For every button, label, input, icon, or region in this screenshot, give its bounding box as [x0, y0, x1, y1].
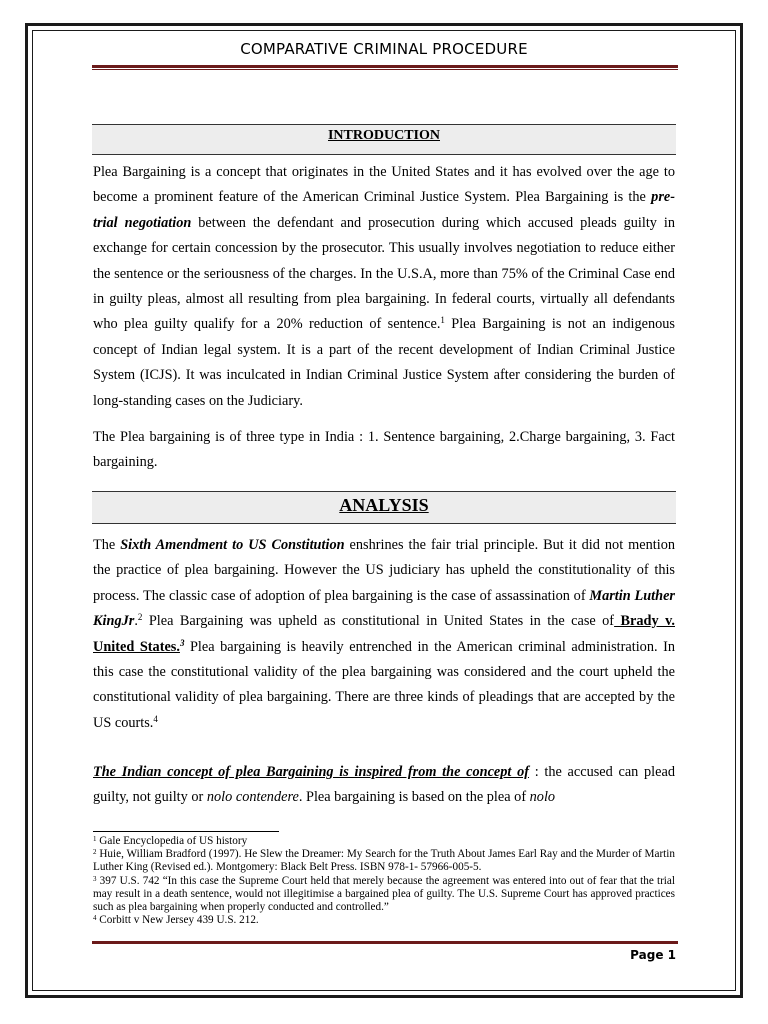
- footnote-3: $^3$ 397 U.S. 742 “In this case the Supreme Court held that merely because the agreement was entered into out of fear that the trial may result in a death sentence, would not illegitimise a bargained plea of guilty. The U.S. Supreme Court has approved practices such as plea bargaining when properly conducted and controlled.”: [93, 874, 675, 914]
- footnote-1: $^1$ Gale Encyclopedia of US history: [93, 835, 248, 847]
- page-number: Page 1: [630, 948, 676, 962]
- intro-paragraph-1: Plea Bargaining is a concept that originates in the United States and it has evolved over the age to become a prominent feature of the American Criminal Justice System. Plea Bargaining is the pre-trial negotiation between the defendant and prosecution during which accused pleads guilty in exchange for certain concession by the prosecutor. This usually involves negotiation to reduce either the sentence or the seriousness of the charges. In the U.S.A, more than 75% of the Criminal Case end in guilty pleas, almost all resulting from plea bargaining. In federal courts, virtually all defendants who plea guilty qualify for a 20% reduction of sentence.$^1$ Plea Bargaining is not an indigenous concept of Indian legal system. It is a part of the recent development of Indian Criminal Justice System (ICJS). It was inculcated in Indian Criminal Justice System after considering the burden of long-standing cases on the Judiciary.: [93, 164, 676, 409]
- analysis-paragraph-2: The Indian concept of plea Bargaining is inspired from the concept of : the accused can plead guilty, not guilty or nolo contendere. Plea bargaining is based on the plea of nolo: [93, 764, 675, 806]
- footnote-2: $^2$ Huie, William Bradford (1997). He Slew the Dreamer: My Search for the Truth About James Earl Ray and the Murder of Martin Luther King (Revised ed.). Montgomery: Black Belt Press. ISBN 978-1- 57966-005-5.: [93, 848, 675, 874]
- footnotes: [93, 835, 675, 927]
- footnote-4: $^4$ Corbitt v New Jersey 439 U.S. 212.: [93, 914, 259, 927]
- footnote-ref-4[interactable]: 4: [153, 713, 158, 724]
- header-rule-thin: [92, 69, 678, 70]
- introduction-heading: INTRODUCTION: [92, 124, 676, 155]
- analysis-paragraph-1: The Sixth Amendment to US Constitution enshrines the fair trial principle. But it did not mention the practice of plea bargaining. However the US judiciary has upheld the constitutionality of this process. The classic case of adoption of plea bargaining is the case of assassination of Martin Luther KingJr.$^2$ Plea Bargaining was upheld as constitutional in United States in the case of Brady v. United States.$^3$ Plea bargaining is heavily entrenched in the American criminal administration. In this case the constitutional validity of the plea bargaining was considered and the court upheld the constitutional validity of plea bargaining. There are three kinds of pleadings that are accepted by the US courts.$^4$: [93, 537, 676, 731]
- footer-rule: [92, 941, 678, 944]
- header-title: COMPARATIVE CRIMINAL PROCEDURE: [240, 40, 528, 58]
- header-rule: [92, 65, 678, 68]
- footnote-separator: [93, 831, 279, 832]
- intro-paragraph-2: The Plea bargaining is of three type in India : 1. Sentence bargaining, 2.Charge bargaining, 3. Fact bargaining.: [93, 429, 675, 471]
- footnote-ref-3[interactable]: 3: [179, 637, 185, 648]
- footnote-ref-2[interactable]: 2: [137, 612, 143, 623]
- footnote-ref-1[interactable]: 1: [440, 315, 445, 326]
- analysis-heading: ANALYSIS: [92, 491, 676, 524]
